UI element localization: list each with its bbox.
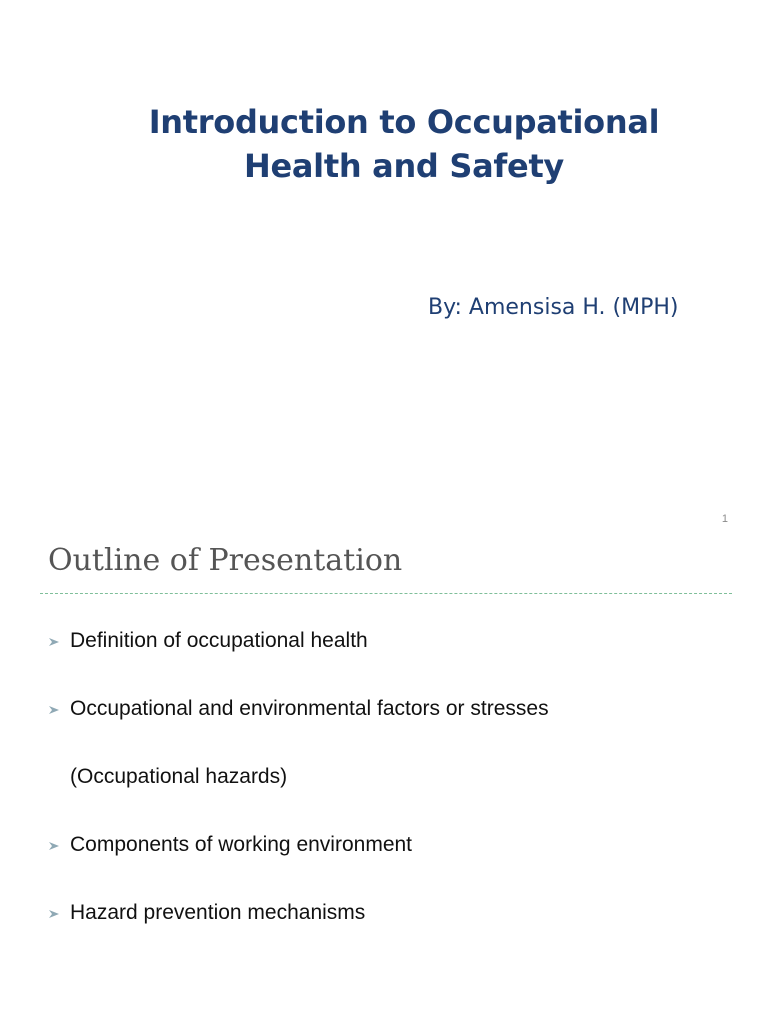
outline-list (48, 627, 549, 967)
outline-title: Outline of Presentation (48, 543, 403, 578)
list-item (48, 695, 549, 763)
page-number: 1 (721, 513, 728, 525)
outline-slide (0, 505, 768, 1024)
title-line-1: Introduction to Occupational (148, 103, 660, 141)
arrow-bullet-icon (48, 636, 60, 648)
bullet-text: (Occupational hazards) (70, 765, 288, 788)
slide-title (0, 100, 768, 188)
bullet-text: Hazard prevention mechanisms (70, 901, 366, 924)
author-byline: By: Amensisa H. (MPH) (428, 295, 679, 320)
title-slide (0, 0, 768, 505)
bullet-text: Components of working environment (70, 833, 413, 856)
bullet-text: Occupational and environmental factors or stresses (70, 697, 549, 720)
arrow-bullet-icon (48, 704, 60, 716)
list-item (48, 831, 549, 899)
arrow-bullet-icon (48, 840, 60, 852)
title-divider (40, 593, 732, 594)
list-item (48, 899, 549, 967)
arrow-bullet-icon (48, 908, 60, 920)
title-line-2: Health and Safety (243, 147, 564, 185)
list-item (48, 763, 549, 831)
list-item (48, 627, 549, 695)
bullet-text: Definition of occupational health (70, 629, 368, 652)
